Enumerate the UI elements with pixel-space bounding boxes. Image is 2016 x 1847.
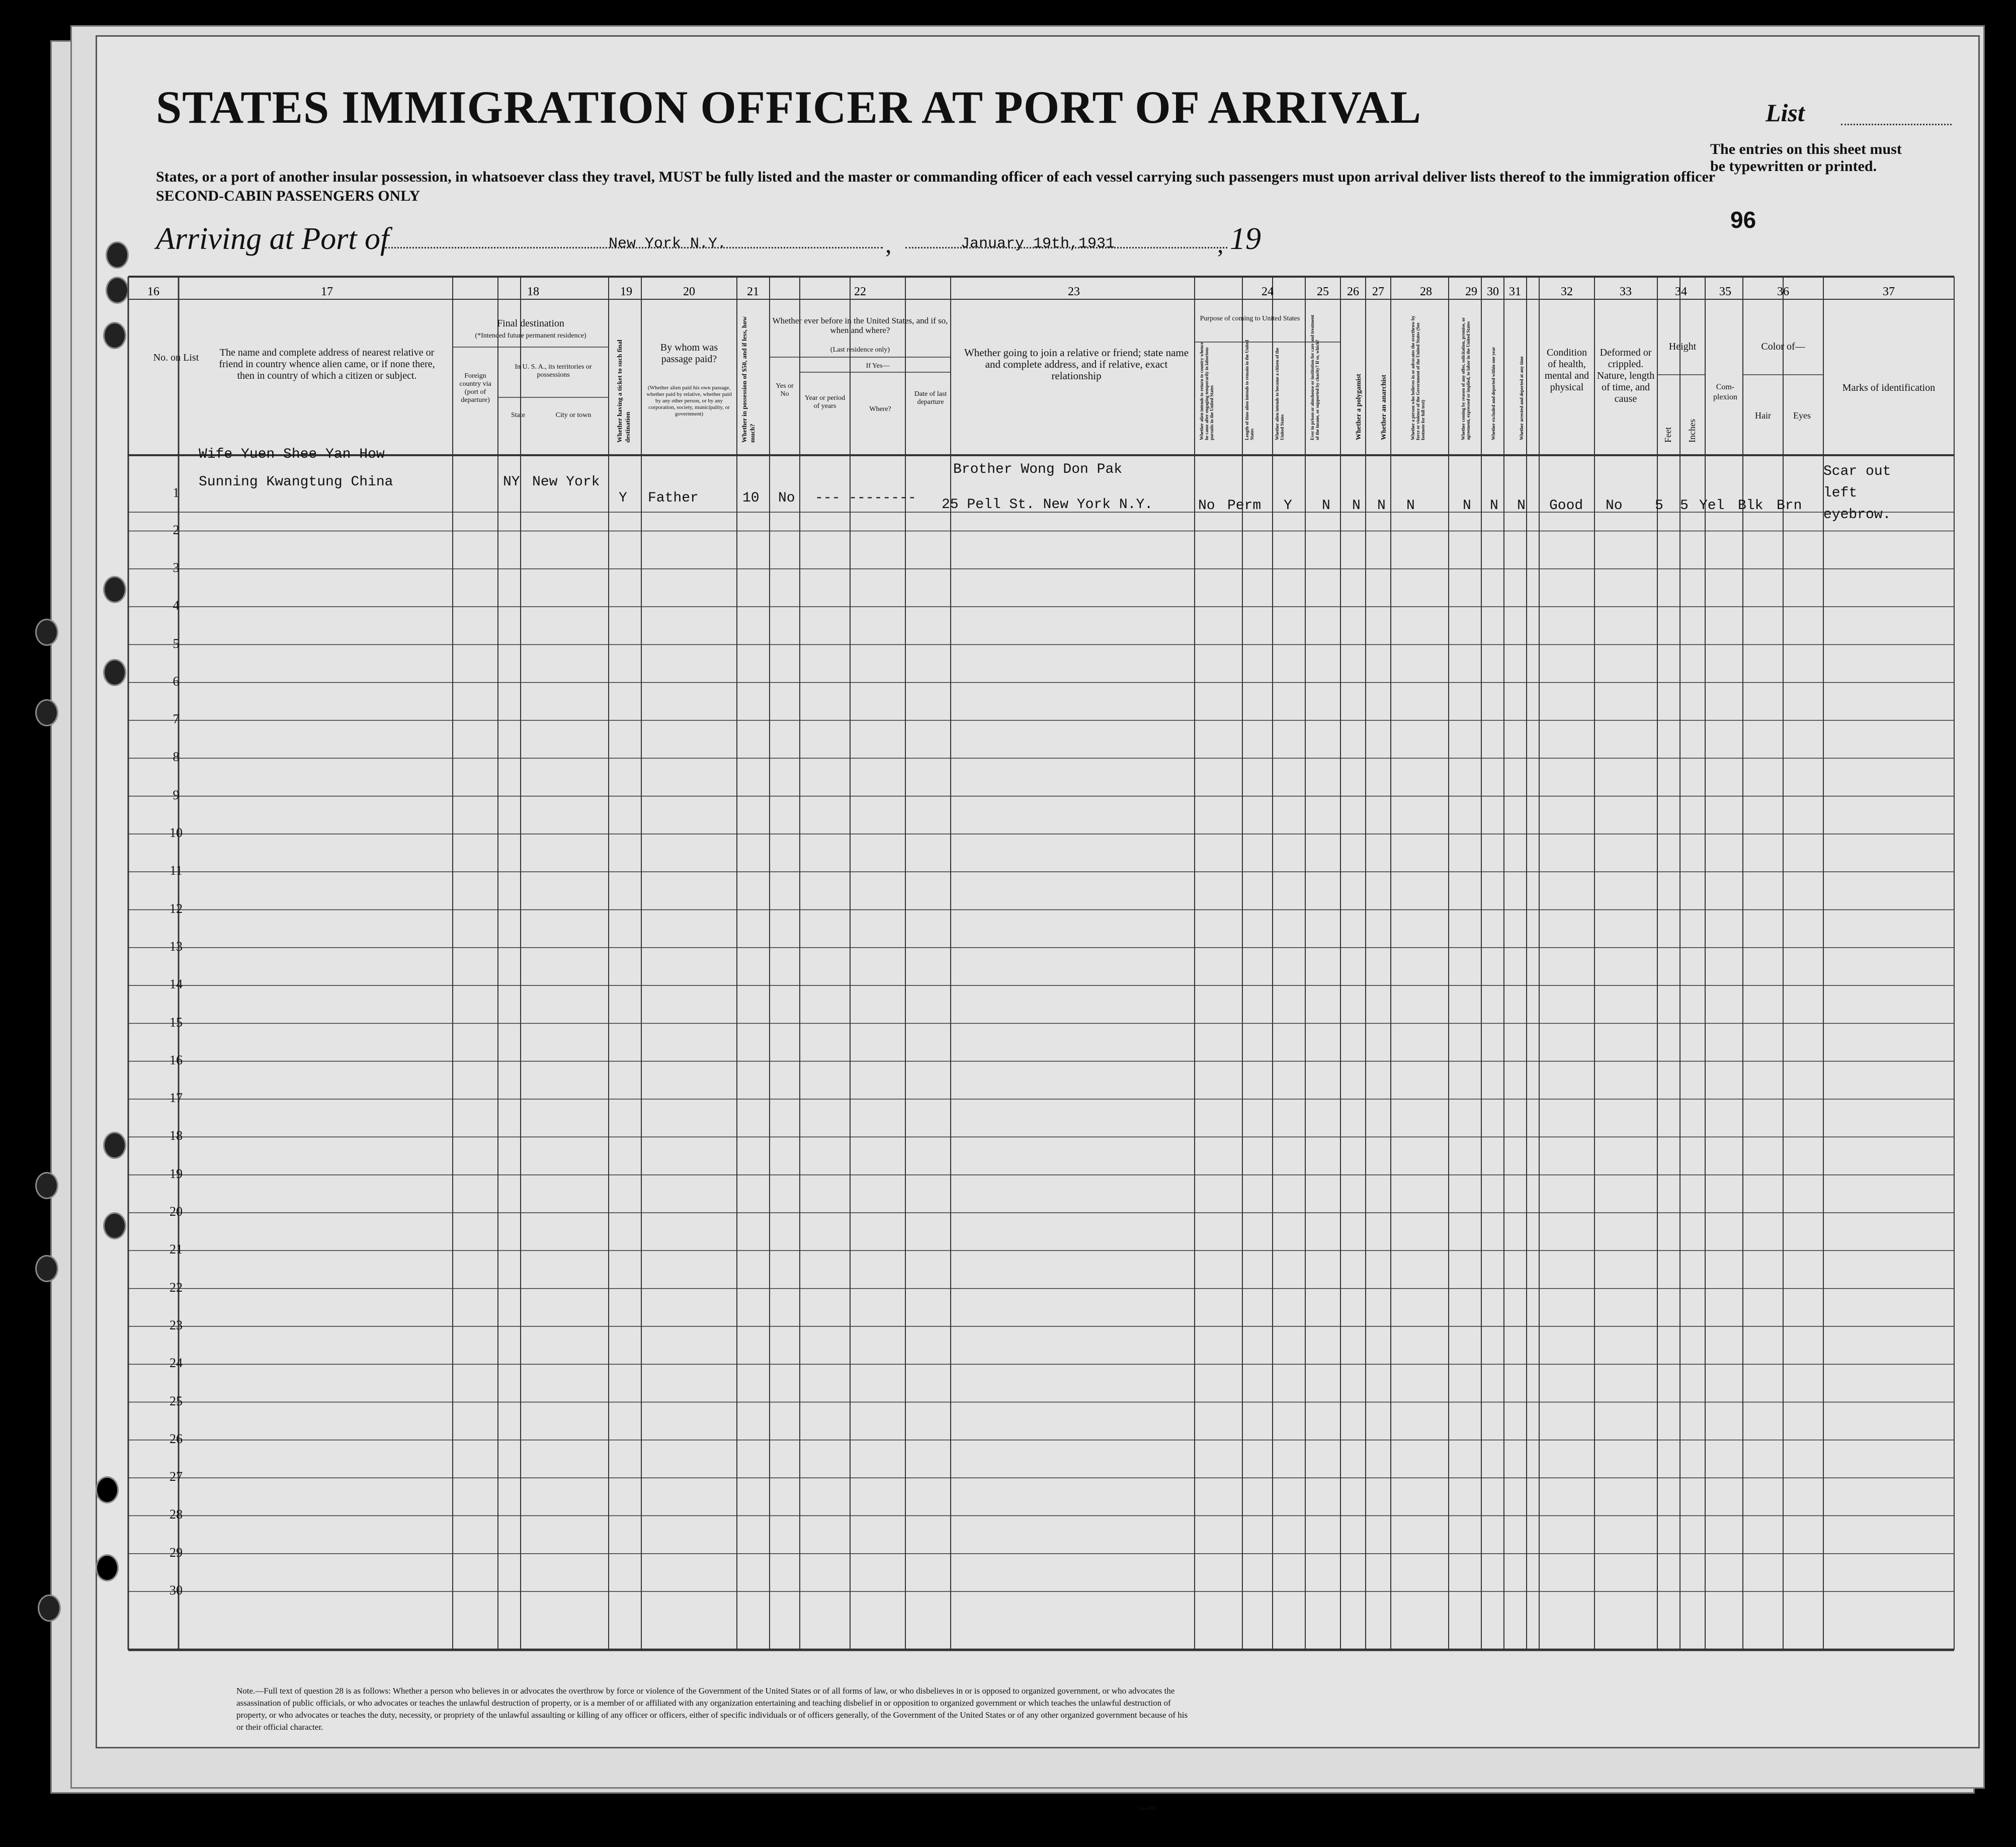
column-number: 26	[1347, 285, 1359, 298]
row-number: 5	[173, 636, 180, 651]
col-34-header: Height	[1668, 341, 1697, 352]
row-number: 19	[170, 1166, 183, 1181]
row-number: 27	[170, 1469, 183, 1484]
height-inches: 5	[1680, 498, 1689, 514]
col-34-inches: Inches	[1687, 419, 1697, 443]
column-number: 36	[1777, 285, 1789, 298]
column-number: 30	[1487, 285, 1499, 298]
entry-instructions-line2: be typewritten or printed.	[1710, 158, 1877, 175]
row-number: 25	[170, 1393, 183, 1408]
row-number: 10	[170, 825, 183, 840]
col-24a-header: Whether alien intends to return to country whence he came after engaging temporarily in laborious pursuits in the United States	[1199, 342, 1214, 440]
col-18-note: (*Intended future permanent residence)	[475, 332, 586, 340]
hair-color: Blk	[1738, 498, 1763, 514]
row-number: 16	[170, 1052, 183, 1067]
row-number: 8	[173, 749, 180, 765]
column-number: 24	[1262, 285, 1274, 298]
comma: ,	[1217, 230, 1224, 258]
relative-line1: Wife Yuen Shee Yan How	[199, 447, 385, 462]
form-class: SECOND-CABIN PASSENGERS ONLY	[156, 188, 421, 204]
purpose: No	[1198, 498, 1215, 514]
col-37-header: Marks of identification	[1842, 382, 1936, 393]
sheet-number: 96	[1730, 207, 1756, 233]
col-18-foreign: Foreign country via (port of departure)	[459, 372, 491, 404]
column-number: 32	[1561, 285, 1573, 298]
col-22-header: Whether ever before in the United States, and if so, when and where?	[772, 316, 948, 335]
row-number: 18	[170, 1128, 183, 1143]
footnote: Note.—Full text of question 28 is as follows: Whether a person who believes in or advocates the overthrow by force or violence of the Government of the United States or of all forms of law, or who disbelieves in or is opposed to organized government, or who advocates the assassination of public officials, or who advocates or teaches the unlawful destruction of property, or is a member of or affiliated with any organization entertaining and teaching disbelief in or opposition to organized government or which teaches the unlawful destruction of property, or who advocates or teaches the duty, necessity, or propriety of the unlawful assaulting or killing of any officer or officers, either of specific individuals or of officers generally, of the Government of the United States or of any other organized government because of his or their official character.	[236, 1686, 1188, 1732]
col-20-header: By whom was passage paid?	[660, 342, 718, 365]
join-line2: 25 Pell St. New York N.Y.	[942, 497, 1153, 513]
height-feet: 5	[1655, 498, 1663, 514]
col-18-city: City or town	[555, 411, 592, 419]
row-number: 30	[170, 1583, 183, 1598]
row-number: 11	[170, 863, 183, 878]
col-18-state: State	[511, 411, 525, 419]
column-number: 23	[1068, 285, 1080, 298]
port-value: New York N.Y.	[609, 235, 727, 253]
form-instructions: States, or a port of another insular possession, in whatsoever class they travel, MUST be fully listed and the master or commanding officer of each vessel carrying such passengers must upon arrival deliver lists thereof to the immigration officer	[156, 169, 1716, 185]
column-number: 25	[1317, 285, 1329, 298]
dest-state: NY	[503, 474, 520, 490]
row-number: 14	[170, 977, 183, 992]
row-number: 24	[170, 1356, 183, 1371]
col-20-note: (Whether alien paid his own passage, whether paid by relative, whether paid by any other person, or by any corporation, society, municipality, or government)	[646, 385, 732, 417]
marks-line2: left	[1823, 485, 1858, 501]
labor-offer: N	[1463, 498, 1471, 514]
column-number: 16	[147, 285, 159, 298]
form-number: 14-480	[1137, 1805, 1157, 1812]
col-22-yesno: Yes or No	[776, 382, 794, 398]
col-32-header: Condition of health, mental and physical	[1544, 347, 1589, 393]
comma: ,	[885, 230, 892, 258]
col-35-header: Com-plexion	[1713, 383, 1737, 401]
column-number: 22	[854, 285, 866, 298]
col-17-header: The name and complete address of nearest relative or friend in country whence alien came, or if none there, then in country of which a citizen or subject.	[219, 347, 435, 381]
citizen-intent: Y	[1284, 498, 1292, 514]
row-number: 28	[170, 1507, 183, 1522]
ticket: Y	[619, 490, 627, 506]
column-number: 29	[1465, 285, 1477, 298]
col-34-feet: Feet	[1663, 427, 1673, 443]
col-26-header: Whether a polygamist	[1355, 374, 1363, 440]
col-18-header: Final destination	[497, 318, 564, 329]
column-number: 19	[620, 285, 632, 298]
row-number: 15	[170, 1015, 183, 1030]
col-22-note: (Last residence only)	[830, 346, 890, 354]
row-number: 17	[170, 1090, 183, 1106]
entry-instructions-line1: The entries on this sheet must	[1710, 141, 1902, 157]
before-in-us-dashes: --- --------	[815, 490, 916, 506]
col-31-header: Whether arrested and deported at any time	[1519, 356, 1524, 440]
col-22-year: Year or period of years	[804, 394, 846, 410]
row-number: 21	[170, 1242, 183, 1257]
column-number: 20	[683, 285, 695, 298]
marks-line3: eyebrow.	[1823, 507, 1891, 523]
year-prefix: 19	[1230, 222, 1261, 256]
column-number: 17	[321, 285, 333, 298]
excluded: N	[1490, 498, 1498, 514]
row-number: 20	[170, 1204, 183, 1219]
row-number: 2	[173, 522, 180, 537]
col-36-hair: Hair	[1755, 410, 1771, 421]
row-number: 6	[173, 674, 180, 689]
row-number: 9	[173, 787, 180, 802]
col-25-header: Ever in prison or almshouse or institution for care and treatment of the insane, or supported by charity? If so, which?	[1310, 314, 1320, 440]
money: 10	[742, 490, 760, 506]
row-number: 23	[170, 1317, 183, 1332]
prison: N	[1322, 498, 1330, 514]
join-line1: Brother Wong Don Pak	[953, 462, 1123, 477]
health: Good	[1549, 498, 1583, 514]
before-in-us: No	[778, 490, 795, 506]
form-title: STATES IMMIGRATION OFFICER AT PORT OF ARRIVAL	[156, 81, 1421, 133]
column-number: 33	[1620, 285, 1632, 298]
row-number: 4	[173, 598, 180, 613]
dest-city: New York	[532, 474, 600, 490]
column-number: 27	[1372, 285, 1384, 298]
deformed: No	[1606, 498, 1623, 514]
passage-paid: Father	[648, 490, 699, 506]
col-22-where: Where?	[869, 405, 891, 413]
col-36-header: Color of—	[1761, 341, 1805, 352]
col-22-ifyes: If Yes—	[866, 362, 890, 370]
column-number: 28	[1420, 285, 1432, 298]
list-label: List	[1766, 99, 1805, 127]
row-number: 29	[170, 1545, 183, 1560]
col-28-header: Whether a person who believes in or advocates the overthrow by force or violence of the Government of the United States (See footnote for full text)	[1410, 315, 1425, 440]
row-number: 26	[170, 1431, 183, 1446]
column-number: 18	[527, 285, 539, 298]
anarchist: N	[1377, 498, 1386, 514]
polygamist: N	[1352, 498, 1361, 514]
col-22-date: Date of last departure	[914, 390, 947, 406]
column-number: 34	[1675, 285, 1687, 298]
col-36-eyes: Eyes	[1793, 410, 1811, 421]
row-number: 22	[170, 1280, 183, 1295]
col-19-header: Whether having a ticket to such final destination	[616, 340, 631, 443]
date-value: January 19th,1931	[961, 235, 1115, 253]
col-18-usa: In U. S. A., its territories or possessions	[515, 363, 592, 379]
column-number: 37	[1883, 285, 1895, 298]
col-21-header: Whether in possession of $50, and if less, how much?	[740, 316, 756, 443]
row-number: 12	[170, 901, 183, 916]
col-24b-header: Length of time alien intends to remain in the United States	[1244, 340, 1254, 440]
relative-line2: Sunning Kwangtung China	[199, 474, 393, 490]
column-number: 31	[1509, 285, 1521, 298]
marks-line1: Scar out	[1823, 464, 1891, 479]
row-number: 13	[170, 939, 183, 954]
column-number: 21	[747, 285, 759, 298]
arriving-label: Arriving at Port of	[156, 222, 389, 256]
col-27-header: Whether an anarchist	[1380, 374, 1388, 440]
col-30-header: Whether excluded and deported within one year	[1491, 347, 1496, 440]
col-16-header: No. on List	[153, 352, 199, 363]
column-number: 35	[1719, 285, 1731, 298]
col-23-header: Whether going to join a relative or friend; state name and complete address, and if relative, exact relationship	[964, 347, 1189, 382]
row-number: 1	[173, 485, 180, 500]
col-24-header: Purpose of coming to United States	[1200, 315, 1300, 322]
row-number: 3	[173, 560, 180, 575]
col-24c-header: Whether alien intends to become a citizen of the United States	[1275, 348, 1285, 440]
complexion: Yel	[1699, 498, 1725, 514]
col-33-header: Deformed or crippled. Nature, length of time, and cause	[1597, 347, 1655, 404]
col-29-header: Whether coming by reason of any offer, solicitation, promise, or agreement, expressed or implied, to labor in the United States	[1461, 317, 1471, 440]
eye-color: Brn	[1777, 498, 1802, 514]
overthrow: N	[1406, 498, 1415, 514]
row-number: 7	[173, 712, 180, 727]
arrested: N	[1517, 498, 1526, 514]
length-of-stay: Perm	[1227, 498, 1262, 514]
